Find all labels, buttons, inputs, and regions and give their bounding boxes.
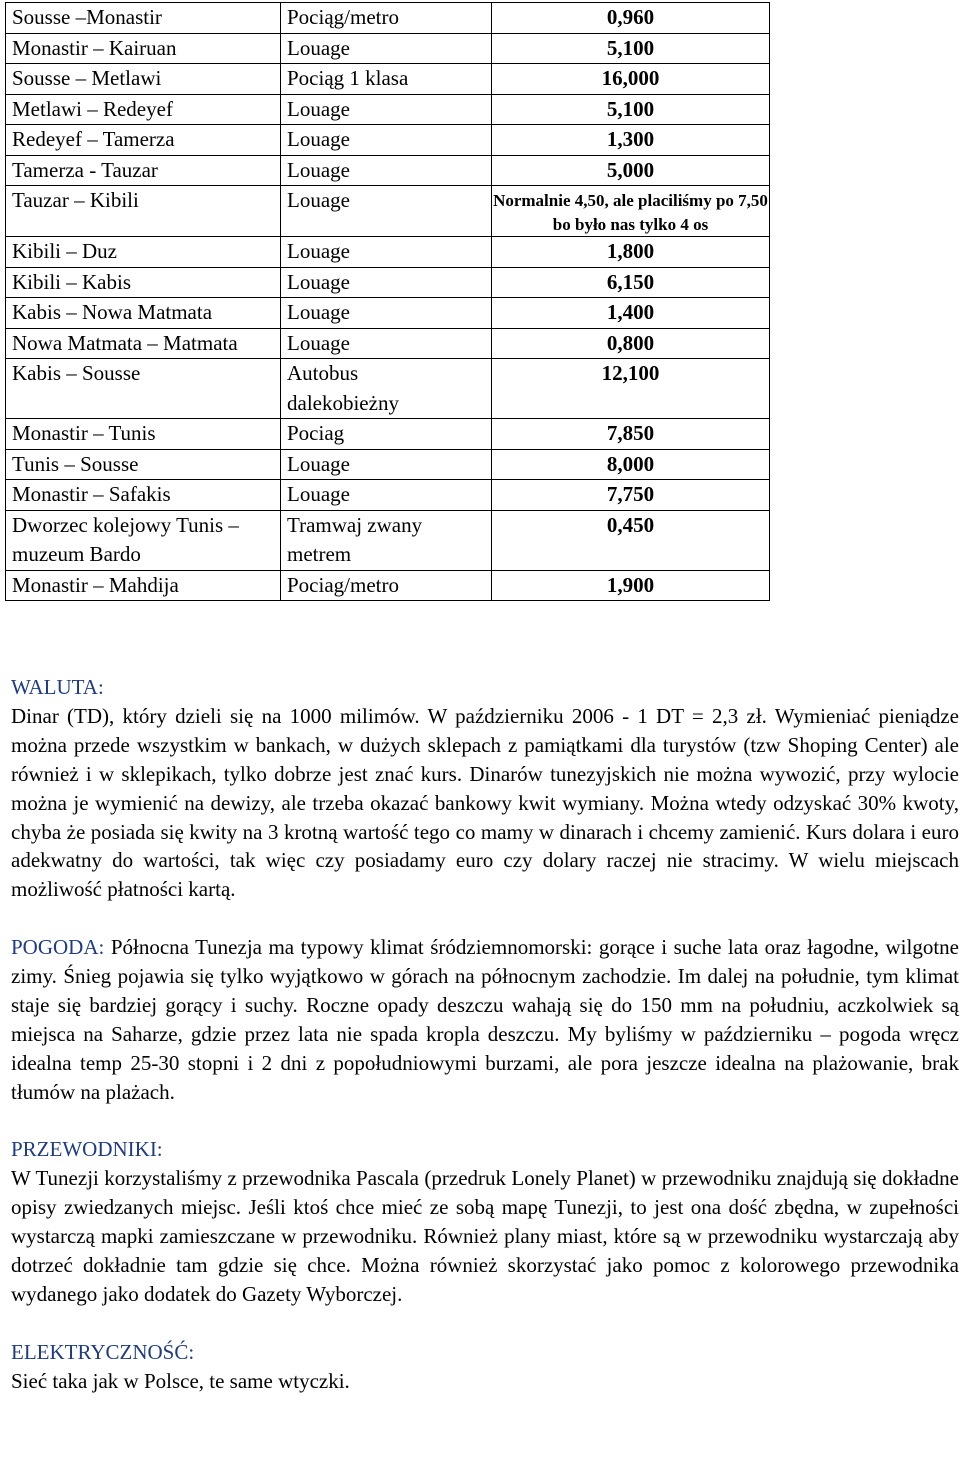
transport-means-cell: Louage	[281, 125, 492, 156]
table-row	[6, 155, 770, 186]
price-cell: 5,000	[492, 155, 770, 186]
price-cell: 0,800	[492, 328, 770, 359]
transport-means-cell: Louage	[281, 186, 492, 237]
section-paragraph	[11, 933, 959, 1106]
price-cell: 5,100	[492, 94, 770, 125]
transport-means-cell: Louage	[281, 298, 492, 329]
route-cell: Kabis – Sousse	[6, 359, 281, 419]
transport-means-cell: Pociąg 1 klasa	[281, 64, 492, 95]
route-cell: Kabis – Nowa Matmata	[6, 298, 281, 329]
route-cell: Sousse –Monastir	[6, 3, 281, 34]
table-row	[6, 125, 770, 156]
route-cell: Kibili – Kabis	[6, 267, 281, 298]
table-row	[6, 3, 770, 34]
transport-cost-table-body	[6, 3, 770, 601]
price-cell: Normalnie 4,50, ale placiliśmy po 7,50 bo było nas tylko 4 os	[492, 186, 770, 237]
info-sections	[11, 673, 959, 1425]
transport-means-cell: Pociag/metro	[281, 570, 492, 601]
table-row	[6, 267, 770, 298]
table-row	[6, 64, 770, 95]
table-row	[6, 237, 770, 268]
section-paragraph: W Tunezji korzystaliśmy z przewodnika Pascala (przedruk Lonely Planet) w przewodniku znajdują się dokładne opisy zwiedzanych miejsc. Jeśli ktoś chce mieć ze sobą mapę Tunezji, to jest ona dość zbędna, w zupełności wystarczą mapki zamieszczane w przewodniku. Również plany miast, które są w przewodniku wystarczają aby dotrzeć dokładnie tam gdzie się chce. Można również skorzystać jako pomoc z kolorowego przewodnika wydanego jako dodatek do Gazety Wyborczej.	[11, 1166, 959, 1306]
route-cell: Nowa Matmata – Matmata	[6, 328, 281, 359]
transport-means-cell: Tramwaj zwany metrem	[281, 510, 492, 570]
route-cell: Tunis – Sousse	[6, 449, 281, 480]
route-cell: Monastir – Tunis	[6, 419, 281, 450]
route-cell: Monastir – Kairuan	[6, 33, 281, 64]
section-heading: WALUTA:	[11, 675, 104, 699]
transport-means-cell: Pociąg/metro	[281, 3, 492, 34]
route-cell: Sousse – Metlawi	[6, 64, 281, 95]
paragraph-text: Północna Tunezja ma typowy klimat śródziemnomorski: gorące i suche lata oraz łagodne, wilgotne zimy. Śnieg pojawia się tylko wyjątkowo w górach na północnym zachodzie. Im dalej na południe, tym klimat staje się bardziej gorący i suchy. Roczne opady deszczu wahają się do 150 mm na południu, aczkolwiek są miejsca na Saharze, gdzie przez lata nie spada kropla deszczu. My byliśmy w październiku – pogoda wręcz idealna temp 25-30 stopni i 2 dni z popołudniowymi burzami, ale pora jeszcze idealna na plażowanie, brak tłumów na plażach.	[11, 935, 959, 1104]
price-cell: 7,850	[492, 419, 770, 450]
table-row	[6, 298, 770, 329]
route-cell: Metlawi – Redeyef	[6, 94, 281, 125]
transport-means-cell: Pociag	[281, 419, 492, 450]
route-cell: Monastir – Safakis	[6, 480, 281, 511]
route-cell: Tamerza - Tauzar	[6, 155, 281, 186]
table-row	[6, 328, 770, 359]
table-row	[6, 94, 770, 125]
section-elektrycznosc	[11, 1338, 959, 1396]
transport-means-cell: Louage	[281, 449, 492, 480]
route-cell: Redeyef – Tamerza	[6, 125, 281, 156]
table-row	[6, 419, 770, 450]
price-cell: 7,750	[492, 480, 770, 511]
section-paragraph: Sieć taka jak w Polsce, te same wtyczki.	[11, 1368, 350, 1393]
route-cell: Kibili – Duz	[6, 237, 281, 268]
route-cell: Tauzar – Kibili	[6, 186, 281, 237]
section-przewodniki	[11, 1135, 959, 1308]
transport-means-cell: Louage	[281, 94, 492, 125]
route-cell: Dworzec kolejowy Tunis – muzeum Bardo	[6, 510, 281, 570]
table-row	[6, 449, 770, 480]
route-cell: Monastir – Mahdija	[6, 570, 281, 601]
section-heading: POGODA:	[11, 935, 105, 960]
price-cell: 0,960	[492, 3, 770, 34]
table-row	[6, 186, 770, 237]
transport-means-cell: Louage	[281, 33, 492, 64]
section-heading: ELEKTRYCZNOŚĆ:	[11, 1339, 195, 1364]
price-cell: 1,400	[492, 298, 770, 329]
table-row	[6, 480, 770, 511]
section-waluta	[11, 673, 959, 904]
table-row	[6, 510, 770, 570]
section-paragraph: Dinar (TD), który dzieli się na 1000 milimów. W październiku 2006 - 1 DT = 2,3 zł. Wymieniać pieniądze można przede wszystkim w bankach, w dużych sklepach z pamiątkami dla turystów (tzw Shoping Center) ale również i w sklepikach, tylko dobrze jest znać kurs. Dinarów tunezyjskich nie można wywozić, przy wylocie można je wymienić na dewizy, ale trzeba okazać bankowy kwit wymiany. Można wtedy odzyskać 30% kwoty, chyba że posiada się kwity na 3 krotną wartość tego co mamy w dinarach i chcemy zamienić. Kurs dolara i euro adekwatny do wartości, tak więc czy posiadamy euro czy dolary raczej nie stracimy. W wielu miejscach możliwość płatności kartą.	[11, 703, 959, 902]
transport-means-cell: Louage	[281, 155, 492, 186]
price-cell: 1,900	[492, 570, 770, 601]
price-cell: 5,100	[492, 33, 770, 64]
transport-cost-table	[5, 2, 770, 601]
transport-means-cell: Louage	[281, 267, 492, 298]
section-heading: PRZEWODNIKI:	[11, 1137, 163, 1162]
transport-means-cell: Louage	[281, 328, 492, 359]
transport-means-cell: Louage	[281, 480, 492, 511]
price-cell: 1,300	[492, 125, 770, 156]
price-cell: 0,450	[492, 510, 770, 570]
section-pogoda	[11, 933, 959, 1106]
table-row	[6, 33, 770, 64]
table-row	[6, 570, 770, 601]
table-row	[6, 359, 770, 419]
price-cell: 1,800	[492, 237, 770, 268]
price-cell: 6,150	[492, 267, 770, 298]
transport-means-cell: Louage	[281, 237, 492, 268]
price-cell: 12,100	[492, 359, 770, 419]
price-cell: 8,000	[492, 449, 770, 480]
price-cell: 16,000	[492, 64, 770, 95]
transport-means-cell: Autobus dalekobieżny	[281, 359, 492, 419]
